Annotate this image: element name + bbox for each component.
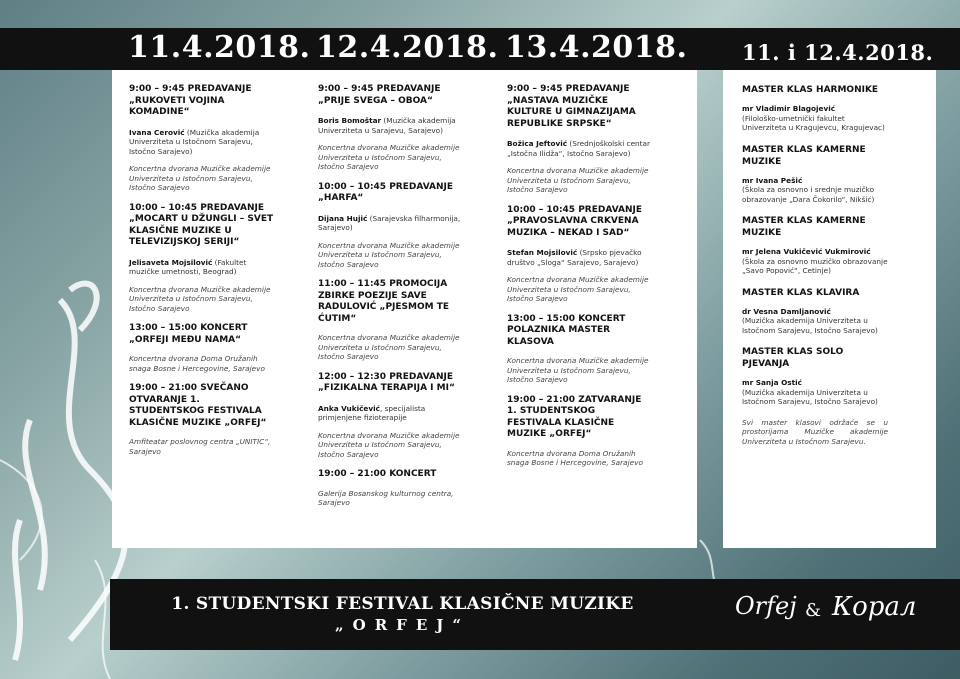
event-title: 19:00 – 21:00 ZATVARANJE 1. STUDENTSKOG FESTIVALA KLASIČNE MUZIKE „ORFEJ“	[507, 394, 642, 439]
schedule-day-1	[129, 84, 274, 466]
masterclass-title: MASTER KLAS KAMERNE MUZIKE	[742, 216, 866, 238]
event-venue: Koncertna dvorana Muzičke akademije Univerziteta u Istočnom Sarajevu, Istočno Sarajevo	[318, 143, 460, 171]
event-item	[129, 84, 274, 193]
event-venue: Koncertna dvorana Muzičke akademije Univerziteta u Istočnom Sarajevu, Istočno Sarajevo	[507, 166, 649, 194]
event-title: 13:00 – 15:00 KONCERT „ORFEJI MEĐU NAMA“	[129, 323, 248, 345]
event-title: 11:00 – 11:45 PROMOCIJA ZBIRKE POEZIJE SAVE RADULOVIĆ „PJESMOM TE ĆUTIM“	[318, 279, 450, 324]
event-item	[318, 372, 463, 460]
masterclass-note: Svi master klasovi održaće se u prostorijama Muzičke akademije Univerziteta u Istočnom Sarajevu.	[742, 417, 888, 446]
masterclass-teacher: mr Sanja Ostić (Muzička akademija Univerziteta u Istočnom Sarajevu, Istočno Sarajevo)	[742, 378, 878, 406]
event-item	[507, 205, 652, 304]
masterclass-item	[742, 144, 888, 205]
event-venue: Koncertna dvorana Muzičke akademije Univerziteta u Istočnom Sarajevu, Istočno Sarajevo	[318, 430, 460, 459]
schedule-day-3	[507, 84, 652, 478]
event-speaker: Ivana Cerović (Muzička akademija Univerziteta u Istočnom Sarajevu, Istočno Sarajevo)	[129, 127, 260, 156]
date-day-3: 13.4.2018.	[505, 30, 688, 65]
date-day-1: 11.4.2018.	[128, 30, 311, 65]
orfej-logo: Orfej	[735, 592, 797, 620]
event-item	[318, 182, 463, 270]
event-item	[507, 84, 652, 195]
event-venue: Galerija Bosanskog kulturnog centra, Sarajevo	[318, 488, 454, 507]
event-venue: Koncertna dvorana Muzičke akademije Univerziteta u Istočnom Sarajevu, Istočno Sarajevo	[318, 240, 460, 269]
masterclass-teacher: dr Vesna Damljanović (Muzička akademija Univerziteta u Istočnom Sarajevu, Istočno Sarajevo)	[742, 306, 878, 335]
masterclass-title: MASTER KLAS HARMONIKE	[742, 85, 879, 95]
masterclass-teacher: mr Ivana Pešić (Škola za osnovno i srednje muzičko obrazovanje „Dara Čokorilo“, Nikšić)	[742, 175, 875, 204]
event-speaker: Jelisaveta Mojsilović (Fakultet muzičke umetnosti, Beograd)	[129, 257, 247, 276]
event-title: 10:00 – 10:45 PREDAVANJE „MOCART U DŽUNGLI – SVET KLASIČNE MUZIKE U TELEVIZIJSKOJ SERIJI“	[129, 202, 274, 247]
event-item	[318, 84, 463, 172]
event-item	[129, 203, 274, 314]
event-item	[318, 469, 463, 508]
event-title: 19:00 – 21:00 SVEČANO OTVARANJE 1. STUDENTSKOG FESTIVALA KLASIČNE MUZIKE „ORFEJ“	[129, 383, 267, 428]
event-speaker: Dijana Hujić (Sarajevska filharmonija, Sarajevo)	[318, 213, 461, 232]
event-speaker: Stefan Mojsilović (Srpsko pjevačko društvo „Sloga“ Sarajevo, Sarajevo)	[507, 248, 642, 267]
event-title: 10:00 – 10:45 PREDAVANJE „PRAVOSLAVNA CRKVENA MUZIKA – NEKAD I SAD“	[507, 204, 643, 238]
event-title: 9:00 – 9:45 PREDAVANJE „RUKOVETI VOJINA KOMADINE“	[129, 84, 252, 117]
event-item	[129, 323, 274, 373]
masterclass-list	[742, 84, 888, 446]
schedule-day-2	[318, 84, 463, 518]
event-title: 19:00 – 21:00 KONCERT	[318, 469, 437, 479]
event-item	[129, 383, 274, 456]
event-item	[318, 279, 463, 362]
koral-logo: Корал	[832, 592, 917, 622]
masterclass-item	[742, 215, 888, 276]
masterclass-teacher: mr Jelena Vukičević Vukmirović (Škola za osnovno muzičko obrazovanje „Savo Popović“, Cetinje)	[742, 247, 888, 275]
event-venue: Koncertna dvorana Muzičke akademije Univerziteta u Istočnom Sarajevu, Istočno Sarajevo	[129, 164, 271, 192]
masterclass-item	[742, 84, 888, 133]
event-venue: Koncertna dvorana Doma Oružanih snaga Bosne i Hercegovine, Sarajevo	[129, 354, 265, 373]
event-item	[507, 395, 652, 468]
event-item	[507, 314, 652, 385]
event-venue: Koncertna dvorana Muzičke akademije Univerziteta u Istočnom Sarajevu, Istočno Sarajevo	[507, 275, 649, 303]
masterclass-title: MASTER KLAS KAMERNE MUZIKE	[742, 144, 866, 167]
event-title: 13:00 – 15:00 KONCERT POLAZNIKA MASTER KLASOVA	[507, 313, 626, 347]
event-venue: Koncertna dvorana Muzičke akademije Univerziteta u Istočnom Sarajevu, Istočno Sarajevo	[507, 356, 649, 384]
event-venue: Koncertna dvorana Muzičke akademije Univerziteta u Istočnom Sarajevu, Istočno Sarajevo	[129, 284, 271, 313]
masterclass-teacher: mr Vladimir Blagojević (Filološko-umetnički fakultet Univerziteta u Kragujevcu, Kragujevac)	[742, 104, 885, 132]
event-venue: Koncertna dvorana Muzičke akademije Univerziteta u Istočnom Sarajevu, Istočno Sarajevo	[318, 333, 460, 361]
masterclass-title: MASTER KLAS SOLO PJEVANJA	[742, 347, 844, 369]
event-title: 10:00 – 10:45 PREDAVANJE „HARFA“	[318, 181, 454, 203]
event-speaker: Božica Jeftović (Srednjoškolski centar „Istočna Ilidža“, Istočno Sarajevo)	[507, 139, 651, 158]
festival-name: „ORFEJ“	[335, 616, 470, 634]
ampersand: &	[805, 600, 822, 621]
event-venue: Koncertna dvorana Doma Oružanih snaga Bosne i Hercegovine, Sarajevo	[507, 448, 643, 467]
masterclass-item	[742, 287, 888, 336]
masterclass-title: MASTER KLAS KLAVIRA	[742, 287, 860, 298]
event-title: 9:00 – 9:45 PREDAVANJE „NASTAVA MUZIČKE KULTURE U GIMNAZIJAMA REPUBLIKE SRPSKE“	[507, 84, 636, 129]
event-title: 9:00 – 9:45 PREDAVANJE „PRIJE SVEGA – OBOA“	[318, 84, 441, 106]
event-title: 12:00 – 12:30 PREDAVANJE „FIZIKALNA TERAPIJA I MI“	[318, 371, 455, 393]
festival-title: 1. STUDENTSKI FESTIVAL KLASIČNE MUZIKE	[171, 594, 634, 614]
date-day-2: 12.4.2018.	[316, 30, 499, 65]
event-speaker: Boris Bomoštar (Muzička akademija Univerziteta u Sarajevu, Sarajevo)	[318, 116, 456, 135]
date-masterclass: 11. i 12.4.2018.	[742, 40, 934, 65]
event-speaker: Anka Vukičević, specijalista primjenjene fizioterapije	[318, 403, 426, 422]
event-venue: Amfiteatar poslovnog centra „UNITIC“, Sarajevo	[129, 437, 271, 456]
masterclass-item	[742, 346, 888, 407]
